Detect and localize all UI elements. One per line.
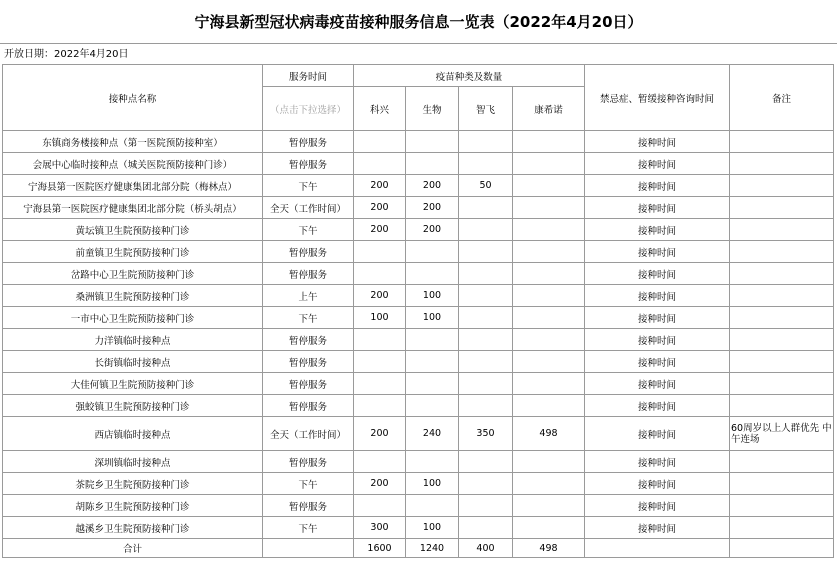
zhifei-count-cell [459,241,513,263]
consult-time-cell: 接种时间 [585,175,730,197]
service-time-cell[interactable]: 暂停服务 [263,351,354,373]
total-zhifei: 400 [459,539,513,558]
shengwu-count-cell [406,241,459,263]
shengwu-count-cell [406,351,459,373]
table-row [3,263,834,285]
kexing-count-cell: 200 [354,219,406,241]
table-row [3,351,834,373]
vaccination-table [2,64,834,558]
remark-cell [730,131,834,153]
table-row [3,417,834,451]
total-row [3,539,834,558]
zhifei-count-cell [459,329,513,351]
kexing-count-cell [354,263,406,285]
shengwu-count-cell: 200 [406,175,459,197]
header-vaccine-shengwu: 生物 [406,87,459,131]
site-name-cell: 西店镇临时接种点 [3,417,263,451]
shengwu-count-cell: 200 [406,197,459,219]
remark-cell [730,197,834,219]
table-row [3,285,834,307]
kangxinuo-count-cell [513,495,585,517]
zhifei-count-cell [459,373,513,395]
shengwu-count-cell [406,451,459,473]
service-time-cell[interactable]: 全天（工作时间） [263,417,354,451]
service-time-cell[interactable]: 下午 [263,219,354,241]
kexing-count-cell: 200 [354,175,406,197]
remark-cell [730,473,834,495]
service-time-cell[interactable]: 下午 [263,517,354,539]
consult-time-cell: 接种时间 [585,495,730,517]
header-vaccine-kangxinuo: 康希诺 [513,87,585,131]
total-shengwu: 1240 [406,539,459,558]
kexing-count-cell [354,351,406,373]
remark-cell: 60周岁以上人群优先 中午连场 [730,417,834,451]
kangxinuo-count-cell [513,285,585,307]
header-remark: 备注 [730,65,834,131]
total-remark-cell [730,539,834,558]
remark-cell [730,329,834,351]
kexing-count-cell: 200 [354,197,406,219]
consult-time-cell: 接种时间 [585,517,730,539]
kangxinuo-count-cell [513,153,585,175]
zhifei-count-cell [459,495,513,517]
total-kexing: 1600 [354,539,406,558]
site-name-cell: 大佳何镇卫生院预防接种门诊 [3,373,263,395]
table-row [3,307,834,329]
shengwu-count-cell: 240 [406,417,459,451]
shengwu-count-cell: 100 [406,285,459,307]
total-kangxinuo: 498 [513,539,585,558]
kexing-count-cell: 300 [354,517,406,539]
kangxinuo-count-cell [513,219,585,241]
consult-time-cell: 接种时间 [585,285,730,307]
header-service-time-hint[interactable]: （点击下拉选择） [263,87,354,131]
site-name-cell: 越溪乡卫生院预防接种门诊 [3,517,263,539]
remark-cell [730,495,834,517]
zhifei-count-cell [459,197,513,219]
consult-time-cell: 接种时间 [585,329,730,351]
kangxinuo-count-cell: 498 [513,417,585,451]
service-time-cell[interactable]: 暂停服务 [263,373,354,395]
site-name-cell: 桑洲镇卫生院预防接种门诊 [3,285,263,307]
total-time-cell [263,539,354,558]
service-time-cell[interactable]: 下午 [263,473,354,495]
remark-cell [730,395,834,417]
service-time-cell[interactable]: 暂停服务 [263,451,354,473]
kexing-count-cell: 200 [354,285,406,307]
kexing-count-cell [354,395,406,417]
table-row [3,329,834,351]
remark-cell [730,307,834,329]
remark-cell [730,241,834,263]
shengwu-count-cell [406,329,459,351]
kangxinuo-count-cell [513,175,585,197]
kangxinuo-count-cell [513,307,585,329]
consult-time-cell: 接种时间 [585,473,730,495]
zhifei-count-cell [459,131,513,153]
header-site-name: 接种点名称 [3,65,263,131]
service-time-cell[interactable]: 暂停服务 [263,329,354,351]
consult-time-cell: 接种时间 [585,219,730,241]
kangxinuo-count-cell [513,197,585,219]
zhifei-count-cell [459,285,513,307]
shengwu-count-cell [406,373,459,395]
zhifei-count-cell [459,451,513,473]
site-name-cell: 茶院乡卫生院预防接种门诊 [3,473,263,495]
shengwu-count-cell [406,263,459,285]
table-row [3,241,834,263]
site-name-cell: 一市中心卫生院预防接种门诊 [3,307,263,329]
service-time-cell[interactable]: 暂停服务 [263,395,354,417]
consult-time-cell: 接种时间 [585,263,730,285]
shengwu-count-cell: 100 [406,307,459,329]
shengwu-count-cell [406,495,459,517]
kexing-count-cell [354,451,406,473]
kexing-count-cell [354,373,406,395]
kexing-count-cell: 100 [354,307,406,329]
zhifei-count-cell [459,153,513,175]
remark-cell [730,373,834,395]
kangxinuo-count-cell [513,395,585,417]
service-time-cell[interactable]: 下午 [263,175,354,197]
kangxinuo-count-cell [513,351,585,373]
site-name-cell: 长街镇临时接种点 [3,351,263,373]
kangxinuo-count-cell [513,241,585,263]
zhifei-count-cell [459,219,513,241]
consult-time-cell: 接种时间 [585,197,730,219]
table-row [3,451,834,473]
kexing-count-cell [354,131,406,153]
total-consult-cell [585,539,730,558]
consult-time-cell: 接种时间 [585,373,730,395]
zhifei-count-cell [459,517,513,539]
consult-time-cell: 接种时间 [585,395,730,417]
header-vaccine-kexing: 科兴 [354,87,406,131]
site-name-cell: 强蛟镇卫生院预防接种门诊 [3,395,263,417]
zhifei-count-cell [459,473,513,495]
consult-time-cell: 接种时间 [585,153,730,175]
table-row [3,395,834,417]
header-vaccine-group: 疫苗种类及数量 [354,65,585,87]
consult-time-cell: 接种时间 [585,307,730,329]
table-row [3,175,834,197]
kexing-count-cell [354,153,406,175]
remark-cell [730,517,834,539]
kangxinuo-count-cell [513,473,585,495]
total-label: 合计 [3,539,263,558]
header-vaccine-zhifei: 智飞 [459,87,513,131]
service-time-cell[interactable]: 全天（工作时间） [263,197,354,219]
consult-time-cell: 接种时间 [585,451,730,473]
table-row [3,517,834,539]
header-consult-time: 禁忌症、暂缓接种咨询时间 [585,65,730,131]
site-name-cell: 深圳镇临时接种点 [3,451,263,473]
shengwu-count-cell: 100 [406,473,459,495]
site-name-cell: 力洋镇临时接种点 [3,329,263,351]
consult-time-cell: 接种时间 [585,241,730,263]
table-row [3,473,834,495]
kexing-count-cell: 200 [354,473,406,495]
table-row [3,153,834,175]
service-time-cell[interactable]: 暂停服务 [263,495,354,517]
zhifei-count-cell [459,351,513,373]
site-name-cell: 会展中心临时接种点（城关医院预防接种门诊） [3,153,263,175]
table-row [3,495,834,517]
site-name-cell: 宁海县第一医院医疗健康集团北部分院（桥头胡点） [3,197,263,219]
service-time-cell[interactable]: 暂停服务 [263,263,354,285]
kexing-count-cell [354,329,406,351]
zhifei-count-cell: 350 [459,417,513,451]
shengwu-count-cell [406,131,459,153]
shengwu-count-cell [406,395,459,417]
kangxinuo-count-cell [513,517,585,539]
remark-cell [730,451,834,473]
table-row [3,197,834,219]
table-row [3,131,834,153]
remark-cell [730,219,834,241]
sheet-title: 宁海县新型冠状病毒疫苗接种服务信息一览表（2022年4月20日） [0,0,837,44]
site-name-cell: 东镇商务楼接种点（第一医院预防接种室） [3,131,263,153]
service-time-cell[interactable]: 下午 [263,307,354,329]
kexing-count-cell [354,495,406,517]
kangxinuo-count-cell [513,263,585,285]
kangxinuo-count-cell [513,329,585,351]
table-row [3,373,834,395]
remark-cell [730,285,834,307]
zhifei-count-cell [459,263,513,285]
zhifei-count-cell [459,395,513,417]
kexing-count-cell [354,241,406,263]
kangxinuo-count-cell [513,451,585,473]
consult-time-cell: 接种时间 [585,131,730,153]
table-row [3,219,834,241]
service-time-cell[interactable]: 暂停服务 [263,131,354,153]
shengwu-count-cell: 200 [406,219,459,241]
zhifei-count-cell [459,307,513,329]
kexing-count-cell: 200 [354,417,406,451]
site-name-cell: 岔路中心卫生院预防接种门诊 [3,263,263,285]
consult-time-cell: 接种时间 [585,417,730,451]
shengwu-count-cell [406,153,459,175]
header-service-time: 服务时间 [263,65,354,87]
site-name-cell: 前童镇卫生院预防接种门诊 [3,241,263,263]
service-time-cell[interactable]: 暂停服务 [263,241,354,263]
remark-cell [730,175,834,197]
remark-cell [730,263,834,285]
zhifei-count-cell: 50 [459,175,513,197]
kangxinuo-count-cell [513,131,585,153]
kangxinuo-count-cell [513,373,585,395]
site-name-cell: 黄坛镇卫生院预防接种门诊 [3,219,263,241]
open-date-label: 开放日期：2022年4月20日 [4,49,129,60]
service-time-cell[interactable]: 上午 [263,285,354,307]
service-time-cell[interactable]: 暂停服务 [263,153,354,175]
remark-cell [730,351,834,373]
site-name-cell: 胡陈乡卫生院预防接种门诊 [3,495,263,517]
site-name-cell: 宁海县第一医院医疗健康集团北部分院（梅林点） [3,175,263,197]
consult-time-cell: 接种时间 [585,351,730,373]
shengwu-count-cell: 100 [406,517,459,539]
remark-cell [730,153,834,175]
